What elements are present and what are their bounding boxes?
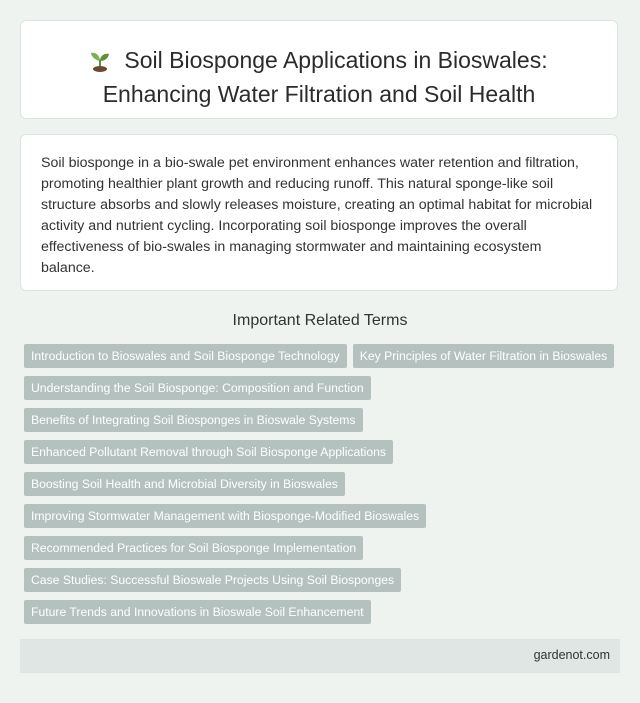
terms-list bbox=[24, 344, 624, 632]
term-tag[interactable]: Improving Stormwater Management with Biosponge-Modified Bioswales bbox=[24, 504, 426, 528]
term-tag[interactable]: Enhanced Pollutant Removal through Soil Biosponge Applications bbox=[24, 440, 393, 464]
term-tag[interactable]: Benefits of Integrating Soil Biosponges in Bioswale Systems bbox=[24, 408, 363, 432]
term-tag[interactable]: Recommended Practices for Soil Biosponge Implementation bbox=[24, 536, 363, 560]
term-tag[interactable]: Case Studies: Successful Bioswale Projects Using Soil Biosponges bbox=[24, 568, 401, 592]
sprout-icon bbox=[90, 49, 110, 79]
page-title-text: Soil Biosponge Applications in Bioswales: Enhancing Water Filtration and Soil Health bbox=[102, 47, 548, 107]
term-tag[interactable]: Future Trends and Innovations in Bioswale Soil Enhancement bbox=[24, 600, 371, 624]
terms-heading: Important Related Terms bbox=[232, 312, 408, 329]
term-tag[interactable]: Understanding the Soil Biosponge: Composition and Function bbox=[24, 376, 371, 400]
title-card bbox=[20, 20, 618, 119]
page-title bbox=[21, 21, 617, 109]
footer-site-link[interactable]: gardenot.com bbox=[533, 648, 610, 662]
term-tag[interactable]: Introduction to Bioswales and Soil Biosponge Technology bbox=[24, 344, 347, 368]
term-tag[interactable]: Key Principles of Water Filtration in Bioswales bbox=[353, 344, 614, 368]
term-tag[interactable]: Boosting Soil Health and Microbial Diversity in Bioswales bbox=[24, 472, 345, 496]
footer bbox=[20, 639, 620, 673]
description-text: Soil biosponge in a bio-swale pet environment enhances water retention and filtration, promoting healthier plant growth and reducing runoff. This natural sponge-like soil structure absorbs and slowly releases moisture, creating an optimal habitat for microbial activity and nutrient cycling. Incorporating soil biosponge improves the overall effectiveness of bio-swales in managing stormwater and maintaining ecosystem balance. bbox=[41, 155, 593, 276]
description-card bbox=[20, 134, 618, 291]
